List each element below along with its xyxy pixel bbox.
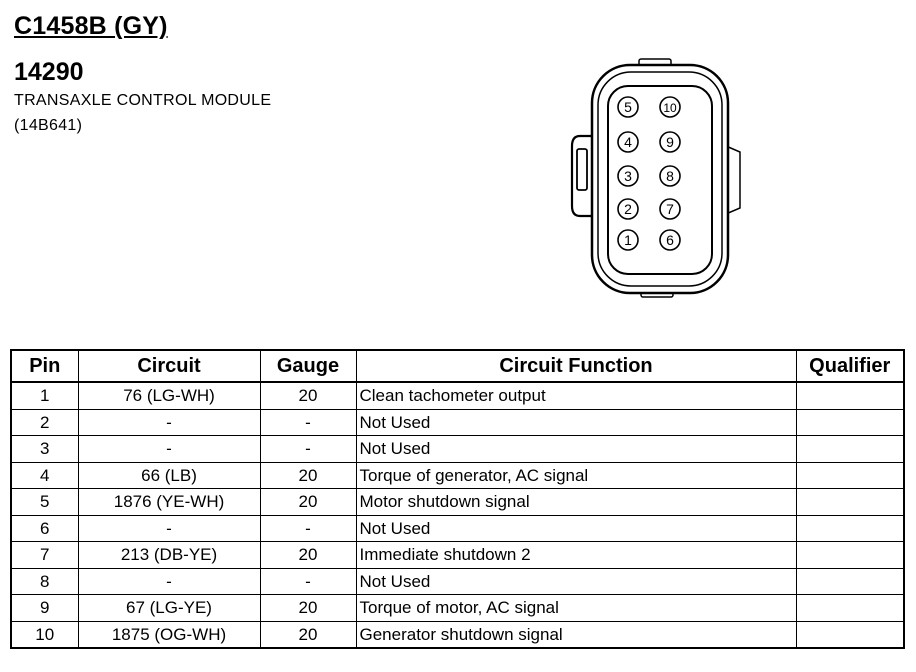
svg-text:3: 3: [624, 168, 632, 184]
qualifier-cell: [796, 542, 904, 569]
part-number: 14290: [14, 58, 84, 86]
pin-cavity-10: [660, 97, 680, 117]
circuit-function-cell: Immediate shutdown 2: [356, 542, 796, 569]
svg-text:1: 1: [624, 232, 632, 248]
svg-text:5: 5: [624, 99, 632, 115]
table-row: [11, 489, 904, 516]
qualifier-cell: [796, 462, 904, 489]
pin-cell: 4: [11, 462, 78, 489]
circuit-cell: 1876 (YE-WH): [78, 489, 260, 516]
pin-cavity-7: [660, 199, 680, 219]
qualifier-cell: [796, 489, 904, 516]
connector-face-diagram: [560, 56, 750, 302]
gauge-cell: -: [260, 409, 356, 436]
circuit-function-cell: Not Used: [356, 568, 796, 595]
circuit-cell: -: [78, 515, 260, 542]
gauge-cell: 20: [260, 489, 356, 516]
pin-cavity-8: [660, 166, 680, 186]
table-body: [11, 382, 904, 648]
column-header-qualifier: Qualifier: [796, 350, 904, 382]
circuit-function-cell: Not Used: [356, 515, 796, 542]
svg-text:6: 6: [666, 232, 674, 248]
circuit-cell: 213 (DB-YE): [78, 542, 260, 569]
table-row: [11, 621, 904, 648]
circuit-cell: 66 (LB): [78, 462, 260, 489]
qualifier-cell: [796, 382, 904, 409]
table-header-row: [11, 350, 904, 382]
svg-text:8: 8: [666, 168, 674, 184]
column-header-gauge: Gauge: [260, 350, 356, 382]
svg-text:7: 7: [666, 201, 674, 217]
pinout-table: [10, 349, 905, 649]
table-row: [11, 462, 904, 489]
circuit-function-cell: Not Used: [356, 436, 796, 463]
qualifier-cell: [796, 436, 904, 463]
gauge-cell: -: [260, 436, 356, 463]
pin-cell: 8: [11, 568, 78, 595]
circuit-function-cell: Torque of generator, AC signal: [356, 462, 796, 489]
svg-text:2: 2: [624, 201, 632, 217]
svg-text:10: 10: [663, 101, 677, 115]
qualifier-cell: [796, 409, 904, 436]
pin-cavity-6: [660, 230, 680, 250]
pin-cell: 1: [11, 382, 78, 409]
pin-cavity-5: [618, 97, 638, 117]
circuit-cell: -: [78, 568, 260, 595]
qualifier-cell: [796, 595, 904, 622]
circuit-cell: 67 (LG-YE): [78, 595, 260, 622]
pin-cavity-2: [618, 199, 638, 219]
qualifier-cell: [796, 515, 904, 542]
column-header-pin: Pin: [11, 350, 78, 382]
circuit-function-cell: Not Used: [356, 409, 796, 436]
qualifier-cell: [796, 621, 904, 648]
table-row: [11, 382, 904, 409]
table-row: [11, 542, 904, 569]
gauge-cell: 20: [260, 621, 356, 648]
svg-text:9: 9: [666, 134, 674, 150]
pin-cell: 7: [11, 542, 78, 569]
table-row: [11, 568, 904, 595]
pin-cell: 9: [11, 595, 78, 622]
column-header-circuit: Circuit: [78, 350, 260, 382]
table-row: [11, 409, 904, 436]
pin-cell: 6: [11, 515, 78, 542]
gauge-cell: -: [260, 515, 356, 542]
gauge-cell: 20: [260, 462, 356, 489]
pin-cell: 10: [11, 621, 78, 648]
column-header-circuit-function: Circuit Function: [356, 350, 796, 382]
pin-cell: 3: [11, 436, 78, 463]
pin-cavity-9: [660, 132, 680, 152]
circuit-cell: -: [78, 409, 260, 436]
circuit-cell: 76 (LG-WH): [78, 382, 260, 409]
connector-title: C1458B (GY): [14, 12, 168, 40]
module-code: (14B641): [14, 117, 83, 134]
module-name: TRANSAXLE CONTROL MODULE: [14, 92, 272, 109]
svg-text:4: 4: [624, 134, 632, 150]
gauge-cell: 20: [260, 542, 356, 569]
circuit-cell: -: [78, 436, 260, 463]
table-row: [11, 595, 904, 622]
circuit-function-cell: Motor shutdown signal: [356, 489, 796, 516]
table-row: [11, 515, 904, 542]
gauge-cell: -: [260, 568, 356, 595]
table-row: [11, 436, 904, 463]
pin-cavity-4: [618, 132, 638, 152]
qualifier-cell: [796, 568, 904, 595]
circuit-function-cell: Clean tachometer output: [356, 382, 796, 409]
gauge-cell: 20: [260, 595, 356, 622]
pin-cavity-3: [618, 166, 638, 186]
circuit-function-cell: Torque of motor, AC signal: [356, 595, 796, 622]
circuit-cell: 1875 (OG-WH): [78, 621, 260, 648]
pin-cavity-1: [618, 230, 638, 250]
circuit-function-cell: Generator shutdown signal: [356, 621, 796, 648]
pin-cell: 5: [11, 489, 78, 516]
gauge-cell: 20: [260, 382, 356, 409]
pin-cell: 2: [11, 409, 78, 436]
